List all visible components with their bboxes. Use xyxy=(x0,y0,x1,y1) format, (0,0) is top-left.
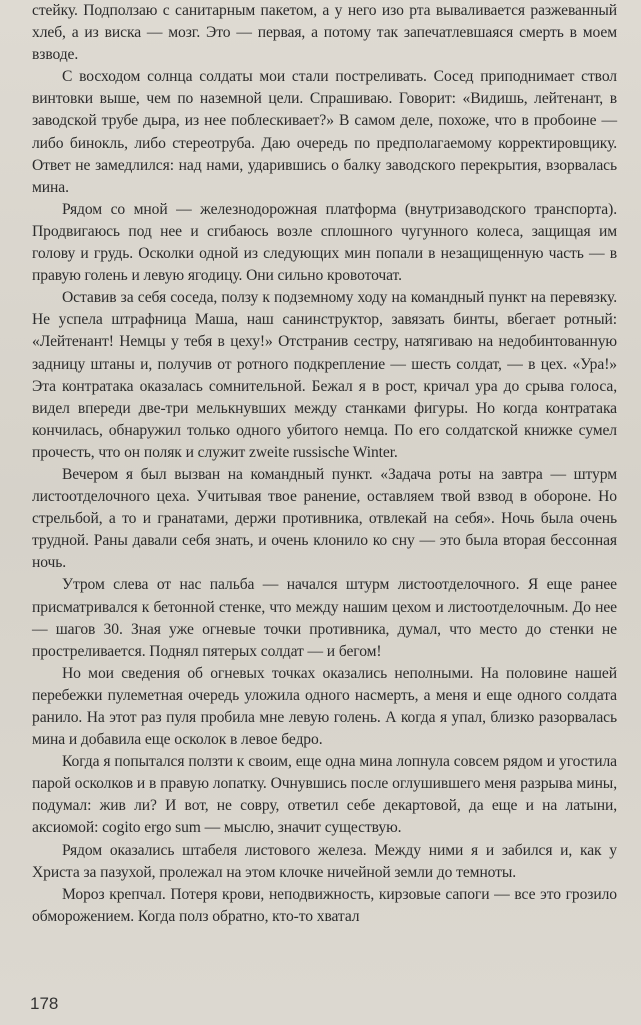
paragraph: Вечером я был вызван на командный пункт. «Задача роты на завтра — штурм листоотделочного цеха. Учитывая твое ранение, оставляем твой взвод в обороне. Но стрельбой, а то и гранатами, держи противника, отвлекай на себя». Ночь была очень трудной. Раны давали себя знать, и очень клонило ко сну — это была вторая бессонная ночь. xyxy=(32,465,617,572)
paragraph: Рядом со мной — железнодорожная платформа (внутризаводского транспорта). Продвигаюсь под нее и сгибаюсь возле сплошного чугунного колеса, защищая им голову и грудь. Осколки одной из следующих мин попали в незащищенную часть — в правую голень и левую ягодицу. Они сильно кровоточат. xyxy=(32,200,617,285)
paragraph: Но мои сведения об огневых точках оказались неполными. На половине нашей перебежки пулеметная очередь уложила одного насмерть, а меня и еще одного солдата ранило. На этот раз пуля пробила мне левую голень. А когда я упал, близко разорвалась мина и добавила еще осколок в левое бедро. xyxy=(32,664,617,749)
paragraph-continuation: стейку. Подползаю с санитарным пакетом, а у него изо рта вываливается разжеванный хлеб, а из виска — мозг. Это — первая, а потому так запечатлевшаяся смерть в моем взводе. xyxy=(32,2,617,64)
page-text xyxy=(32,0,617,928)
page-number: 178 xyxy=(30,994,59,1013)
paragraph: Когда я попытался ползти к своим, еще одна мина лопнула совсем рядом и угостила парой осколков и в правую лопатку. Очнувшись после оглушившего меня разрыва мины, подумал: жив ли? И вот, не совру, ответил себе декартовой, да еще и на латыни, аксиомой: cogito ergo sum — мыслю, значит существую. xyxy=(32,753,617,837)
paragraph: Мороз крепчал. Потеря крови, неподвижность, кирзовые сапоги — все это грозило обморожением. Когда полз обратно, кто-то хватал xyxy=(32,885,617,925)
paragraph: С восходом солнца солдаты мои стали постреливать. Сосед приподнимает ствол винтовки выше, чем по наземной цели. Спрашиваю. Говорит: «Видишь, лейтенант, в заводской трубе дыра, из нее поблескивает?» В самом деле, похоже, что в пробоине — либо бинокль, либо стереотруба. Даю очередь по предполагаемому корректировщику. Ответ не замедлился: над нами, ударившись о балку заводского перекрытия, взорвалась мина. xyxy=(32,68,617,196)
paragraph: Рядом оказались штабеля листового железа. Между ними я и забился и, как у Христа за пазухой, пролежал на этом клочке ничейной земли до темноты. xyxy=(32,841,617,881)
paragraph: Оставив за себя соседа, ползу к подземному ходу на командный пункт на перевязку. Не успела штрафница Маша, наш санинструктор, завязать бинты, вбегает ротный: «Лейтенант! Немцы у тебя в цеху!» Отстранив сестру, натягиваю на недобинтованную задницу штаны и, получив от ротного подкрепление — шесть солдат, — в цех. «Ура!» Эта контратака оказалась сомнительной. Бежал я в рост, кричал ура до срыва голоса, видел впереди две-три мелькнувших между станками фигуры. Но когда контратака кончилась, обнаружил только одного убитого немца. По его солдатской книжке сумел прочесть, что он поляк и служит zweite russische Winter. xyxy=(32,289,617,461)
paragraph: Утром слева от нас пальба — начался штурм листоотделочного. Я еще ранее присматривался к бетонной стенке, что между нашим цехом и листоотделочным. До нее — шагов 30. Зная уже огневые точки противника, думал, что место до стенки не простреливается. Поднял пятерых солдат — и бегом! xyxy=(32,576,617,660)
